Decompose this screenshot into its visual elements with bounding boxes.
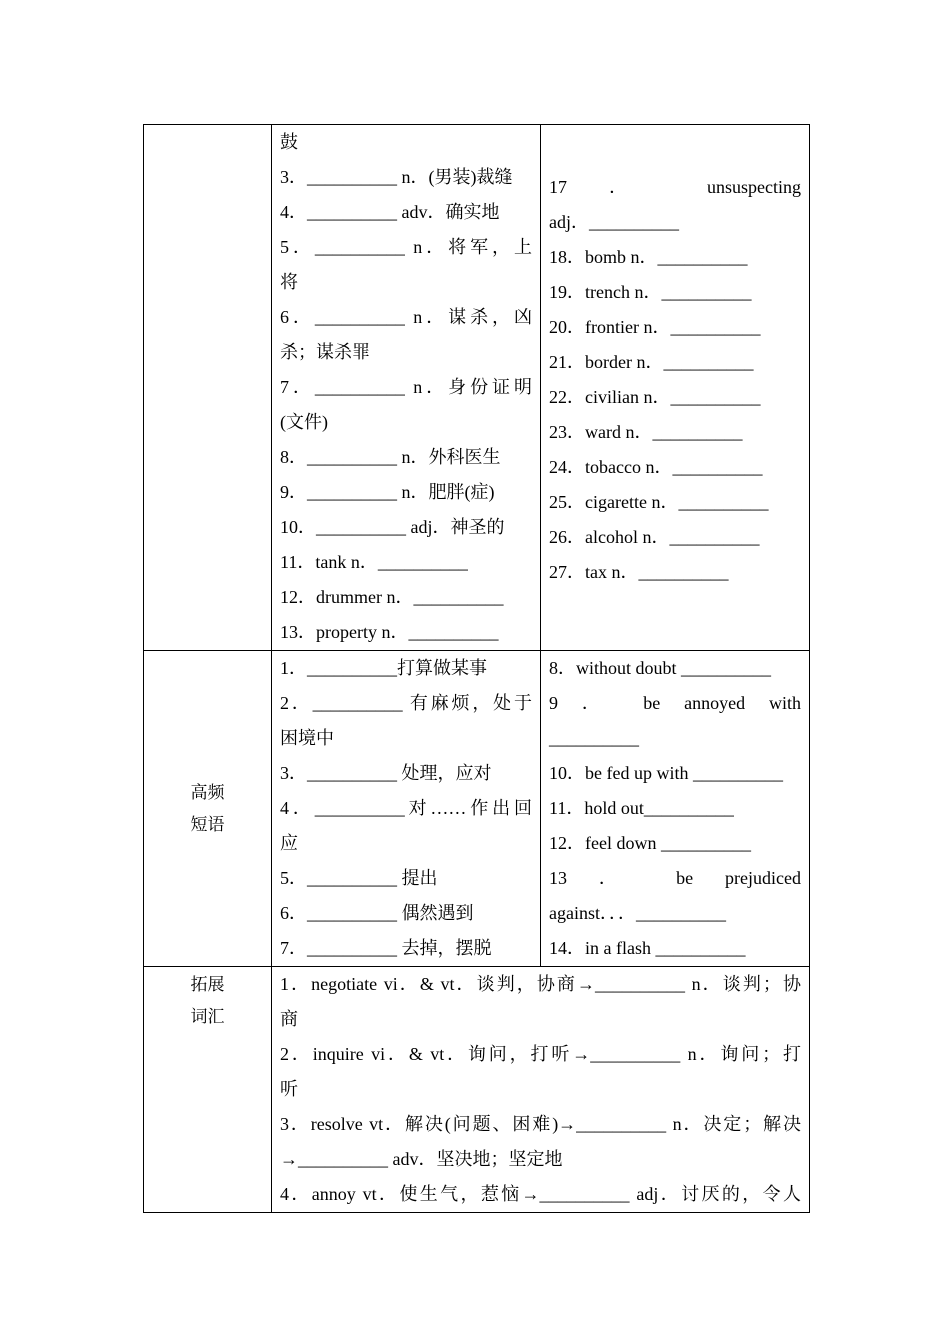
- list-item: __________: [549, 728, 639, 748]
- list-item: 4．annoy vt．使生气，惹恼→__________ adj．讨厌的，令人: [280, 1184, 801, 1204]
- list-item: 21．border n．__________: [549, 352, 754, 372]
- list-item: 4．__________对……作出回: [280, 798, 532, 818]
- list-item: 听: [280, 1079, 298, 1099]
- list-item: 6．__________ n．谋杀，凶: [280, 307, 532, 327]
- list-item: 7．__________ 去掉，摆脱: [280, 938, 492, 958]
- list-item: 应: [280, 833, 298, 853]
- list-item: 12．drummer n．__________: [280, 587, 504, 607]
- phrases-category-label-2: 短语: [190, 814, 225, 835]
- list-item: 3．__________ 处理，应对: [280, 763, 492, 783]
- list-item: 11．hold out__________: [549, 798, 734, 818]
- list-item: 20．frontier n．__________: [549, 317, 761, 337]
- list-item: 11．tank n．__________: [280, 552, 468, 572]
- phrases-left-column: [272, 651, 541, 967]
- list-item: 22．civilian n．__________: [549, 387, 761, 407]
- list-item: 8．without doubt __________: [549, 658, 772, 678]
- list-item: 3．resolve vt．解决(问题、困难)→__________ n．决定；解决: [280, 1114, 801, 1134]
- list-item: 5．__________ n．将军，上: [280, 237, 532, 257]
- extended-vocab-cell: [272, 967, 810, 1213]
- list-item: 13．property n．__________: [280, 622, 499, 642]
- vocabulary-worksheet-table: [143, 124, 810, 1213]
- phrases-category-cell: [144, 651, 272, 967]
- phrases-category-label-1: 高频: [190, 782, 225, 803]
- list-item: 鼓: [280, 132, 298, 152]
- list-item: 3．__________ n．(男装)裁缝: [280, 167, 513, 187]
- list-item: →__________ adv．坚决地；坚定地: [280, 1149, 563, 1169]
- list-item: 18．bomb n．__________: [549, 247, 748, 267]
- phrases-right-column: [541, 651, 810, 967]
- list-item: 10．__________ adj．神圣的: [280, 517, 505, 537]
- vocab-category-cell: [144, 125, 272, 651]
- extended-category-label-1: 拓展: [190, 975, 225, 995]
- list-item: 1．__________打算做某事: [280, 658, 487, 678]
- list-item: 7．__________ n．身份证明: [280, 377, 532, 397]
- list-item: 将: [280, 272, 298, 292]
- vocab-right-column: [541, 125, 810, 651]
- phrases-row: [144, 651, 810, 967]
- list-item: 杀；谋杀罪: [280, 342, 370, 362]
- list-item: 9 ． be annoyed with: [549, 693, 801, 713]
- list-item: 13 ． be prejudiced: [549, 868, 801, 888]
- list-item: 26．alcohol n．__________: [549, 527, 760, 547]
- list-item: adj．__________: [549, 212, 679, 232]
- list-item: 4．__________ adv．确实地: [280, 202, 500, 222]
- vocab-row: [144, 125, 810, 651]
- list-item: 2．inquire vi．& vt．询问，打听→__________ n．询问；打: [280, 1044, 801, 1064]
- list-item: (文件): [280, 412, 328, 432]
- list-item: 困境中: [280, 728, 334, 748]
- extended-row: [144, 967, 810, 1213]
- list-item: 5．__________ 提出: [280, 868, 438, 888]
- list-item: 27．tax n．__________: [549, 562, 729, 582]
- list-item: 24．tobacco n．__________: [549, 457, 763, 477]
- list-item: 25．cigarette n．__________: [549, 492, 769, 512]
- list-item: 17 ． unsuspecting: [549, 177, 801, 197]
- list-item: 23．ward n．__________: [549, 422, 743, 442]
- list-item: 8．__________ n．外科医生: [280, 447, 501, 467]
- list-item: against．．．__________: [549, 903, 726, 923]
- list-item: 19．trench n．__________: [549, 282, 752, 302]
- list-item: 2．__________ 有麻烦，处于: [280, 693, 532, 713]
- list-item: 1．negotiate vi．& vt．谈判，协商→__________ n．谈判；协: [280, 974, 801, 994]
- vocab-left-column: [272, 125, 541, 651]
- list-item: 6．__________ 偶然遇到: [280, 903, 474, 923]
- list-item: 9．__________ n．肥胖(症): [280, 482, 495, 502]
- list-item: 14．in a flash __________: [549, 938, 746, 958]
- list-item: 12．feel down __________: [549, 833, 751, 853]
- list-item: 商: [280, 1009, 298, 1029]
- list-item: 10．be fed up with __________: [549, 763, 783, 783]
- extended-category-label-2: 词汇: [190, 1007, 225, 1027]
- extended-category-cell: [144, 967, 272, 1213]
